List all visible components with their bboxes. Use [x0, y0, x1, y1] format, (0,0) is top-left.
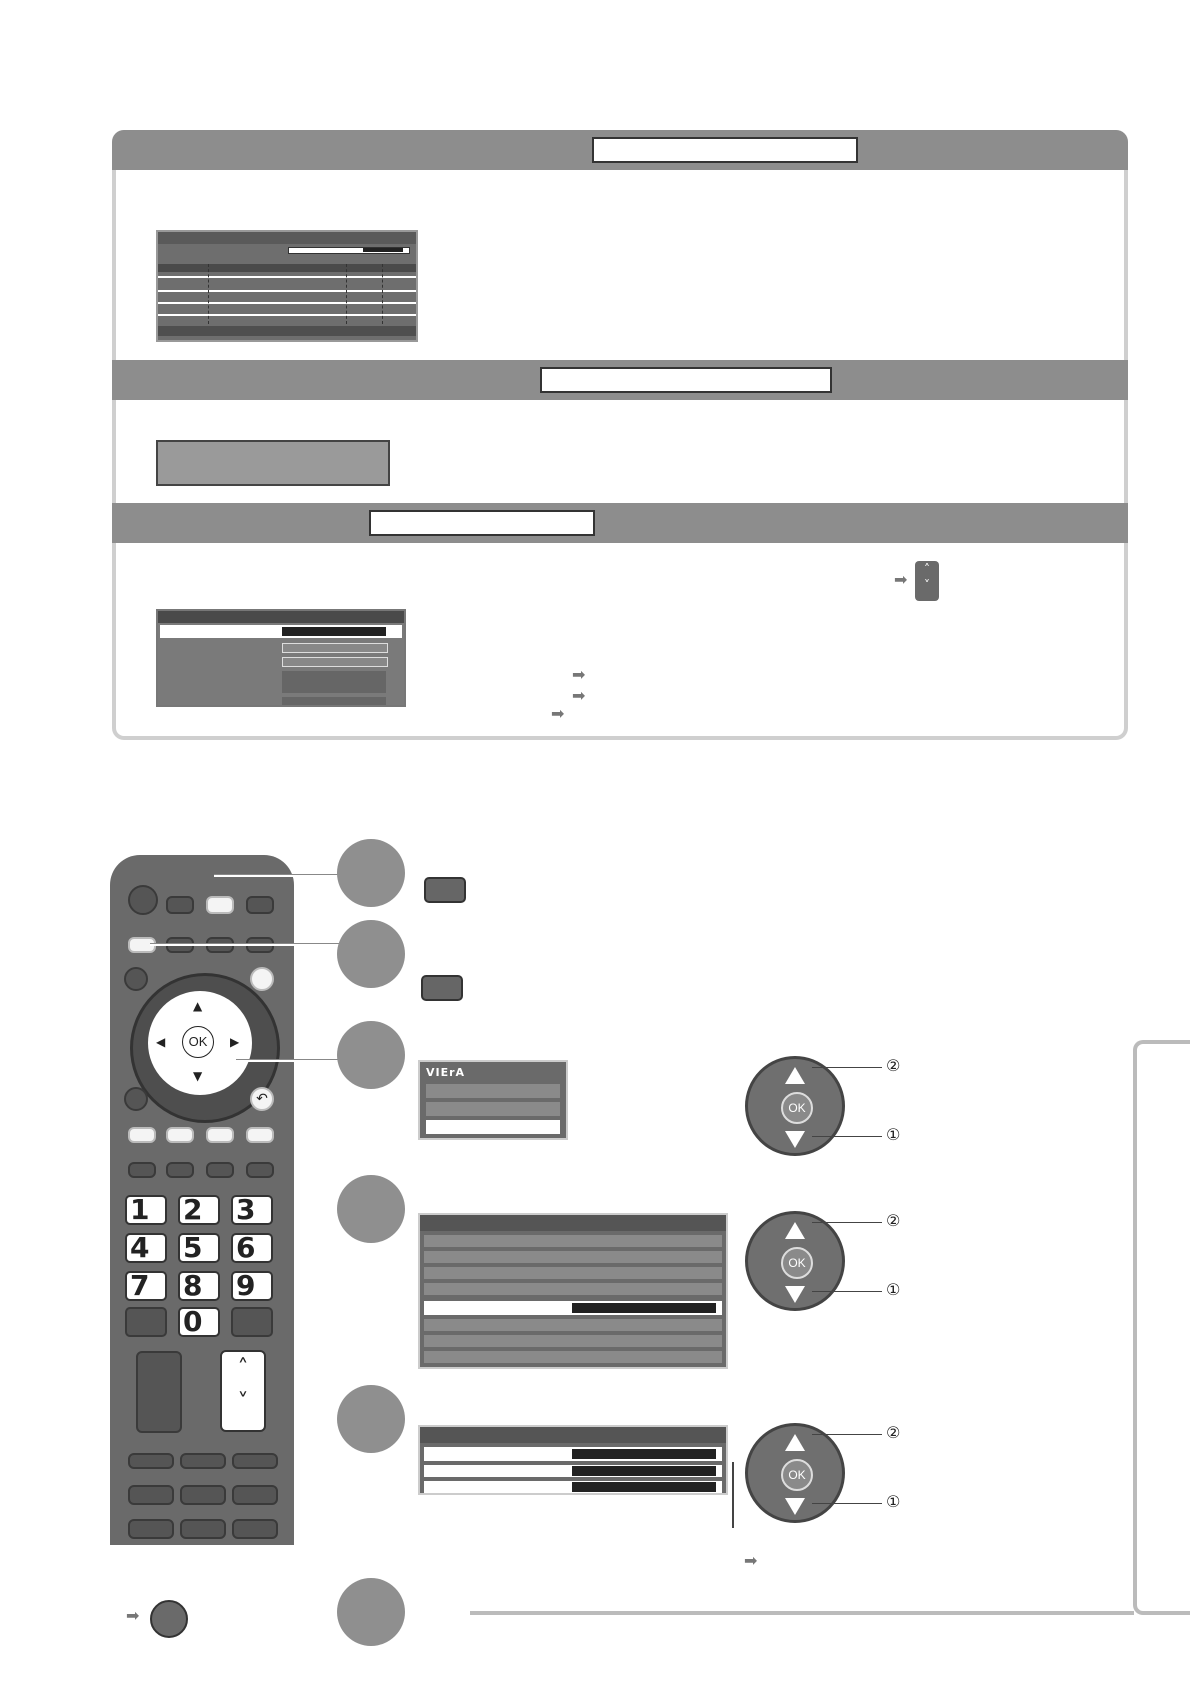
callout-line — [812, 1222, 882, 1223]
main-menu-screen — [418, 1060, 568, 1140]
step-circle-5 — [337, 1385, 405, 1453]
section-title-2 — [540, 367, 832, 393]
remote-button[interactable] — [124, 967, 148, 991]
marker-select: ② — [886, 1423, 901, 1442]
arrow-right-icon: ➡ — [126, 1606, 140, 1625]
number-key-5[interactable]: 5 — [178, 1233, 220, 1263]
remote-button[interactable] — [180, 1453, 226, 1469]
power-button[interactable] — [128, 885, 158, 915]
arrow-right-icon: ➡ — [744, 1551, 758, 1570]
number-key-7[interactable]: 7 — [125, 1271, 167, 1301]
remote-button[interactable] — [232, 1453, 278, 1469]
red-button[interactable] — [128, 1127, 156, 1143]
callout-line — [812, 1136, 882, 1137]
ok-icon: OK — [781, 1092, 813, 1124]
remote-button[interactable] — [180, 1519, 226, 1539]
remote-button[interactable] — [128, 1519, 174, 1539]
input-button[interactable] — [206, 896, 234, 914]
number-key-3[interactable]: 3 — [231, 1195, 273, 1225]
remote-button[interactable] — [250, 967, 274, 991]
return-button[interactable]: ↶ — [250, 1087, 274, 1111]
blue-button[interactable] — [246, 1127, 274, 1143]
navigation-pad[interactable]: ▲ ▼ ◀ ▶ OK — [148, 991, 252, 1095]
callout-line — [812, 1503, 882, 1504]
step-connector — [150, 943, 344, 946]
step-connector — [214, 874, 344, 877]
arrow-right-icon: ➡ — [551, 704, 565, 723]
step-circle-1 — [337, 839, 405, 907]
remote-control — [110, 855, 294, 1545]
remote-button[interactable] — [166, 1162, 194, 1178]
callout-line — [812, 1067, 882, 1068]
number-key-0[interactable]: 0 — [178, 1307, 220, 1337]
remote-button[interactable] — [124, 1087, 148, 1111]
marker-select: ② — [886, 1211, 901, 1230]
volume-button[interactable] — [136, 1351, 182, 1433]
remote-button[interactable] — [232, 1519, 278, 1539]
arrow-right-icon: ➡ — [572, 686, 586, 705]
remote-button[interactable] — [128, 1162, 156, 1178]
channel-up-down-button[interactable]: ˄ ˅ — [220, 1350, 266, 1432]
number-key-8[interactable]: 8 — [178, 1271, 220, 1301]
ok-icon: OK — [781, 1459, 813, 1491]
remote-button[interactable] — [125, 1307, 167, 1337]
arrow-right-icon: ➡ — [572, 665, 586, 684]
number-key-2[interactable]: 2 — [178, 1195, 220, 1225]
section-header-3 — [112, 503, 1128, 543]
settings-list-screen — [156, 609, 406, 707]
marker-move: ① — [886, 1492, 901, 1511]
remote-button[interactable] — [246, 1162, 274, 1178]
arrow-right-icon: ➡ — [894, 570, 908, 589]
input-key-icon — [424, 877, 466, 903]
setup-menu-screen — [418, 1213, 728, 1369]
step-circle-2 — [337, 920, 405, 988]
menu-key-icon — [421, 975, 463, 1001]
remote-button[interactable] — [206, 1162, 234, 1178]
dpad-illustration-1 — [745, 1056, 845, 1156]
viera-logo: VIErA — [426, 1066, 466, 1079]
tuning-menu-screen — [418, 1425, 728, 1495]
remote-button[interactable] — [128, 1485, 174, 1505]
dpad-illustration-3 — [745, 1423, 845, 1523]
dpad-illustration-2 — [745, 1211, 845, 1311]
callout-line — [732, 1462, 734, 1528]
remote-button[interactable] — [180, 1485, 226, 1505]
info-panel — [156, 440, 390, 486]
bracket-line — [470, 1611, 1134, 1615]
exit-button-icon — [150, 1600, 188, 1638]
channel-up-down-icon: ˄ ˅ — [915, 561, 939, 601]
procedure-bracket — [1133, 1040, 1190, 1615]
remote-button[interactable] — [166, 896, 194, 914]
callout-line — [812, 1291, 882, 1292]
marker-move: ① — [886, 1280, 901, 1299]
green-button[interactable] — [166, 1127, 194, 1143]
number-key-9[interactable]: 9 — [231, 1271, 273, 1301]
step-circle-6 — [337, 1578, 405, 1646]
number-key-1[interactable]: 1 — [125, 1195, 167, 1225]
remote-button[interactable] — [128, 1453, 174, 1469]
channel-list-screen — [156, 230, 418, 342]
marker-move: ① — [886, 1125, 901, 1144]
number-key-4[interactable]: 4 — [125, 1233, 167, 1263]
yellow-button[interactable] — [206, 1127, 234, 1143]
step-circle-3 — [337, 1021, 405, 1089]
step-connector — [236, 1059, 344, 1062]
ok-icon: OK — [781, 1247, 813, 1279]
step-circle-4 — [337, 1175, 405, 1243]
ok-button[interactable]: OK — [182, 1026, 214, 1058]
marker-select: ② — [886, 1056, 901, 1075]
callout-line — [812, 1434, 882, 1435]
number-key-6[interactable]: 6 — [231, 1233, 273, 1263]
remote-button[interactable] — [246, 896, 274, 914]
section-title-3 — [369, 510, 595, 536]
remote-button[interactable] — [231, 1307, 273, 1337]
section-title-1 — [592, 137, 858, 163]
remote-button[interactable] — [232, 1485, 278, 1505]
